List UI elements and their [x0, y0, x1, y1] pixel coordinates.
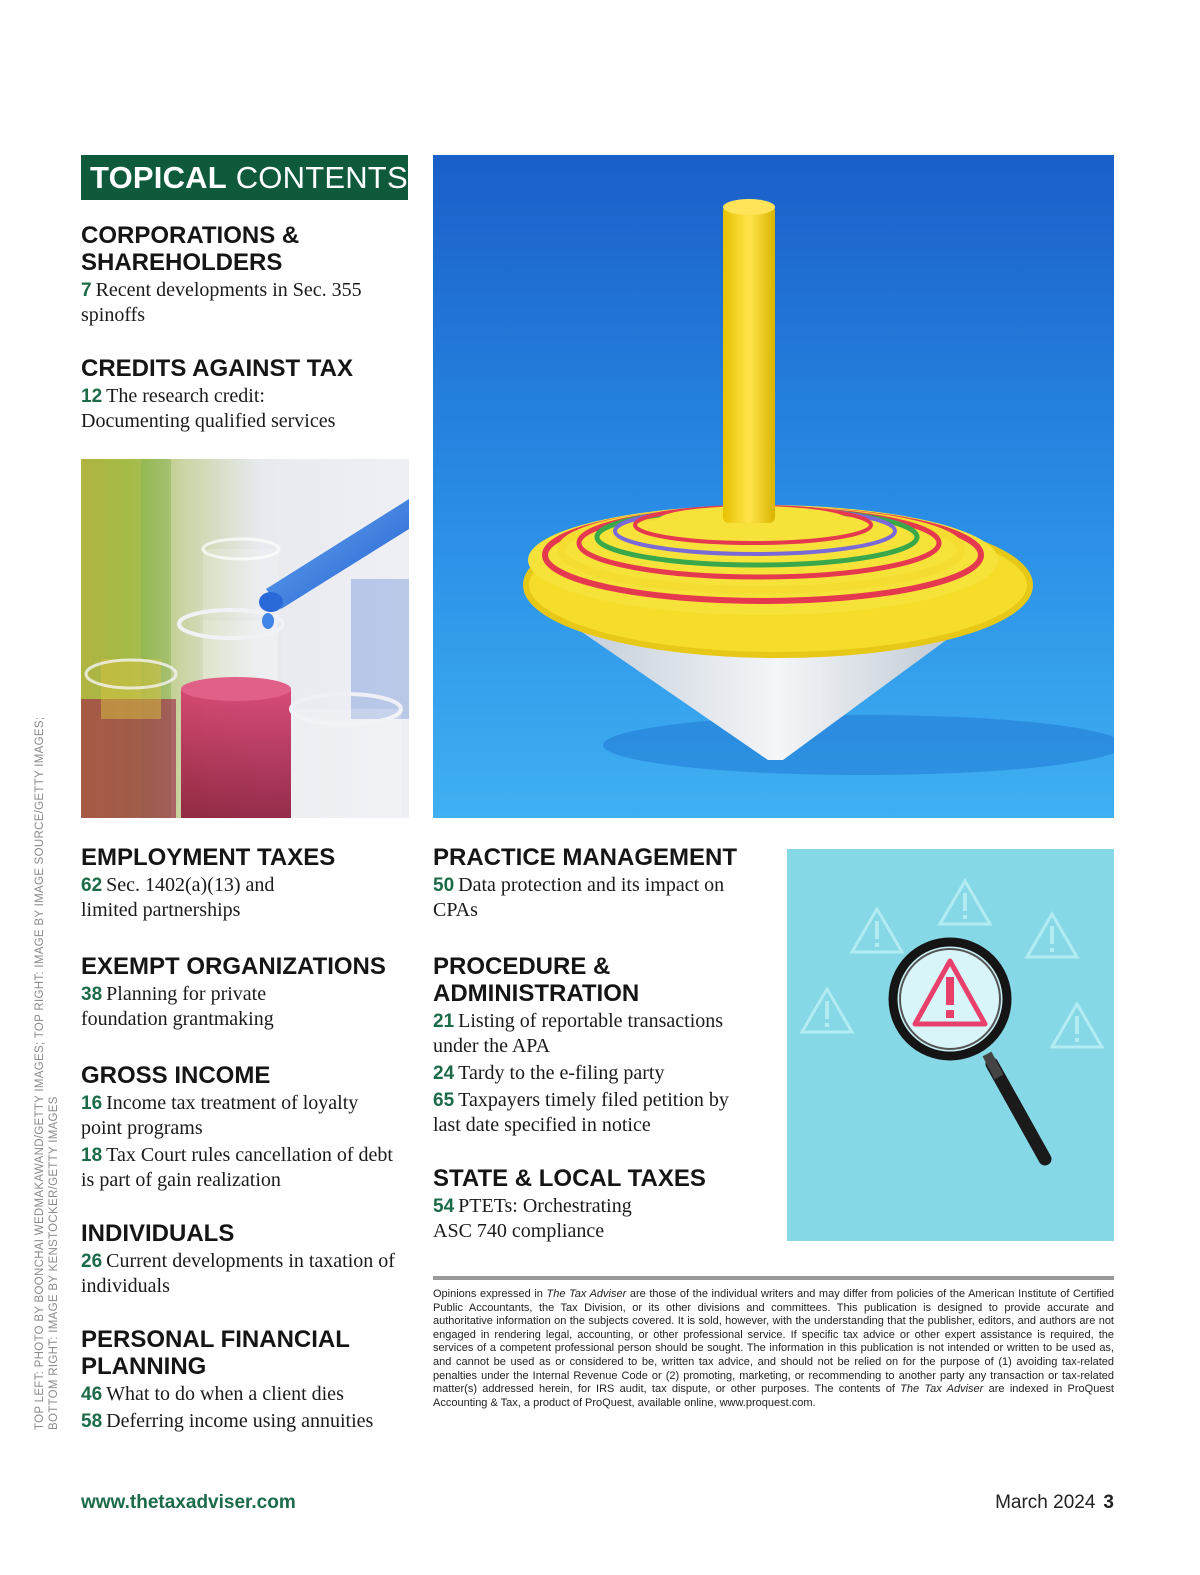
page-number-footer: 3: [1103, 1492, 1114, 1513]
page-number: 12: [81, 386, 103, 407]
toc-entry[interactable]: [433, 1009, 753, 1059]
entry-text: Income tax treatment of loyalty point programs: [81, 1092, 359, 1139]
toc-entry[interactable]: [433, 1088, 753, 1138]
toc-entry[interactable]: [81, 1382, 416, 1407]
page-number: 24: [433, 1063, 455, 1084]
section-title: GROSS INCOME: [81, 1062, 271, 1089]
entry-text: Taxpayers timely filed petition by last date specified in notice: [433, 1089, 729, 1136]
section-title: INDIVIDUALS: [81, 1220, 235, 1247]
page-number: 21: [433, 1011, 455, 1032]
entry-text: Deferring income using annuities: [106, 1410, 374, 1432]
disclaimer-part: are those of the individual writers and may differ from policies of the American Institute of Certified Public Accountants, the Tax Division, or its other divisions and committees. This publication is designed to provide accurate and authoritative information on the subjects covered. It is sold, however, with the understanding that the publisher, editors, and authors are not engaged in rendering legal, accounting, or other professional service. If specific tax advice or other expert assistance is required, the services of a competent professional person should be sought. The information in this publication is not intended or written to be used as, and cannot be used as or considered to be, written tax advice, and should not be relied on for the purpose of (1) avoiding tax-related penalties under the Internal Revenue Code or (2) promoting, marketing, or recommending to another party any transaction or tax-related matter(s) addressed herein, for IRS audit, tax dispute, or other purposes. The contents of: [433, 1288, 1114, 1396]
page-number: 16: [81, 1093, 103, 1114]
magnifier-warning-photo: [787, 849, 1114, 1241]
entry-text: Data protection and its impact on CPAs: [433, 874, 725, 921]
page-number: 46: [81, 1384, 103, 1405]
toc-entry[interactable]: [81, 1409, 416, 1434]
section-gross-income: [81, 1062, 416, 1193]
photo-credit: [33, 716, 61, 1430]
disclaimer-text: [433, 1288, 1114, 1410]
disclaimer-rule: [433, 1276, 1114, 1280]
page-number: 65: [433, 1090, 455, 1111]
entry-text: What to do when a client dies: [106, 1383, 344, 1405]
page-number: 18: [81, 1145, 103, 1166]
section-title: STATE & LOCAL TAXES: [433, 1165, 706, 1192]
section-procedure-administration: [433, 953, 773, 1138]
footer-url-link[interactable]: www.thetaxadviser.com: [81, 1492, 296, 1513]
toc-entry[interactable]: [81, 982, 301, 1032]
toc-entry[interactable]: [433, 873, 733, 923]
toc-entry[interactable]: [81, 873, 301, 923]
section-title: EXEMPT ORGANIZATIONS: [81, 953, 386, 980]
toc-entry[interactable]: [81, 278, 381, 328]
header-bold: TOPICAL: [90, 160, 227, 195]
entry-text: Current developments in taxation of individuals: [81, 1250, 395, 1297]
spinning-top-illustration: [433, 155, 1114, 818]
publication-name: The Tax Adviser: [546, 1288, 627, 1300]
toc-entry[interactable]: [81, 1091, 381, 1141]
right-sections: [433, 844, 773, 1244]
disclaimer-part: Opinions expressed in: [433, 1288, 547, 1300]
spinning-top-photo: [433, 155, 1114, 818]
left-sections-top: [81, 222, 411, 434]
page-number: 54: [433, 1196, 455, 1217]
page-number: 58: [81, 1411, 103, 1432]
section-title: PRACTICE MANAGEMENT: [433, 844, 737, 871]
section-employment-taxes: [81, 844, 416, 923]
entry-text: Planning for private foundation grantmaking: [81, 983, 274, 1030]
section-title: PROCEDURE & ADMINISTRATION: [433, 953, 640, 1007]
toc-entry[interactable]: [81, 384, 351, 434]
entry-text: Tax Court rules cancellation of debt is part of gain realization: [81, 1144, 393, 1191]
disclaimer-part: are indexed in ProQuest Accounting & Tax, a product of ProQuest, available online, www.proquest.com.: [433, 1383, 1114, 1409]
entry-text: Sec. 1402(a)(13) and limited partnerships: [81, 874, 275, 921]
photo-credit-line-2: BOTTOM RIGHT: IMAGE BY KENSTOCKER/GETTY IMAGES: [48, 1096, 60, 1430]
page-number: 26: [81, 1251, 103, 1272]
entry-text: Tardy to the e-filing party: [458, 1062, 665, 1084]
section-title: CORPORATIONS & SHAREHOLDERS: [81, 222, 300, 276]
toc-entry[interactable]: [433, 1194, 673, 1244]
issue-date: March 2024: [995, 1492, 1096, 1513]
entry-text: The research credit: Documenting qualified services: [81, 385, 336, 432]
page-number: 62: [81, 875, 103, 896]
section-title: EMPLOYMENT TAXES: [81, 844, 336, 871]
page-number: 50: [433, 875, 455, 896]
section-credits: [81, 355, 411, 434]
page-number: 7: [81, 280, 92, 301]
toc-entry[interactable]: [81, 1143, 411, 1193]
section-individuals: [81, 1220, 416, 1299]
section-state-local-taxes: [433, 1165, 773, 1244]
section-corporations: [81, 222, 411, 328]
topical-contents-header: [81, 155, 408, 200]
entry-text: PTETs: Orchestrating ASC 740 compliance: [433, 1195, 632, 1242]
section-personal-financial-planning: [81, 1326, 416, 1434]
header-rest: CONTENTS: [235, 160, 408, 195]
test-tubes-illustration: [81, 459, 409, 818]
toc-entry[interactable]: [433, 1061, 753, 1086]
magnifier-illustration: [787, 849, 1114, 1241]
left-sections-bottom: [81, 844, 416, 1434]
section-exempt-organizations: [81, 953, 416, 1032]
section-title: PERSONAL FINANCIAL PLANNING: [81, 1326, 350, 1380]
photo-credit-line-1: TOP LEFT: PHOTO BY BOONCHAI WEDMAKAWAND/GETTY IMAGES; TOP RIGHT: IMAGE BY IMAGE SOURCE/GETTY IMAGES;: [34, 716, 46, 1430]
publication-name: The Tax Adviser: [900, 1383, 984, 1396]
test-tubes-photo: [81, 459, 409, 818]
entry-text: Recent developments in Sec. 355 spinoffs: [81, 279, 362, 326]
section-title: CREDITS AGAINST TAX: [81, 355, 354, 382]
page-number: 38: [81, 984, 103, 1005]
entry-text: Listing of reportable transactions under the APA: [433, 1010, 724, 1057]
section-practice-management: [433, 844, 773, 923]
toc-entry[interactable]: [81, 1249, 416, 1299]
footer-date: [995, 1492, 1114, 1514]
